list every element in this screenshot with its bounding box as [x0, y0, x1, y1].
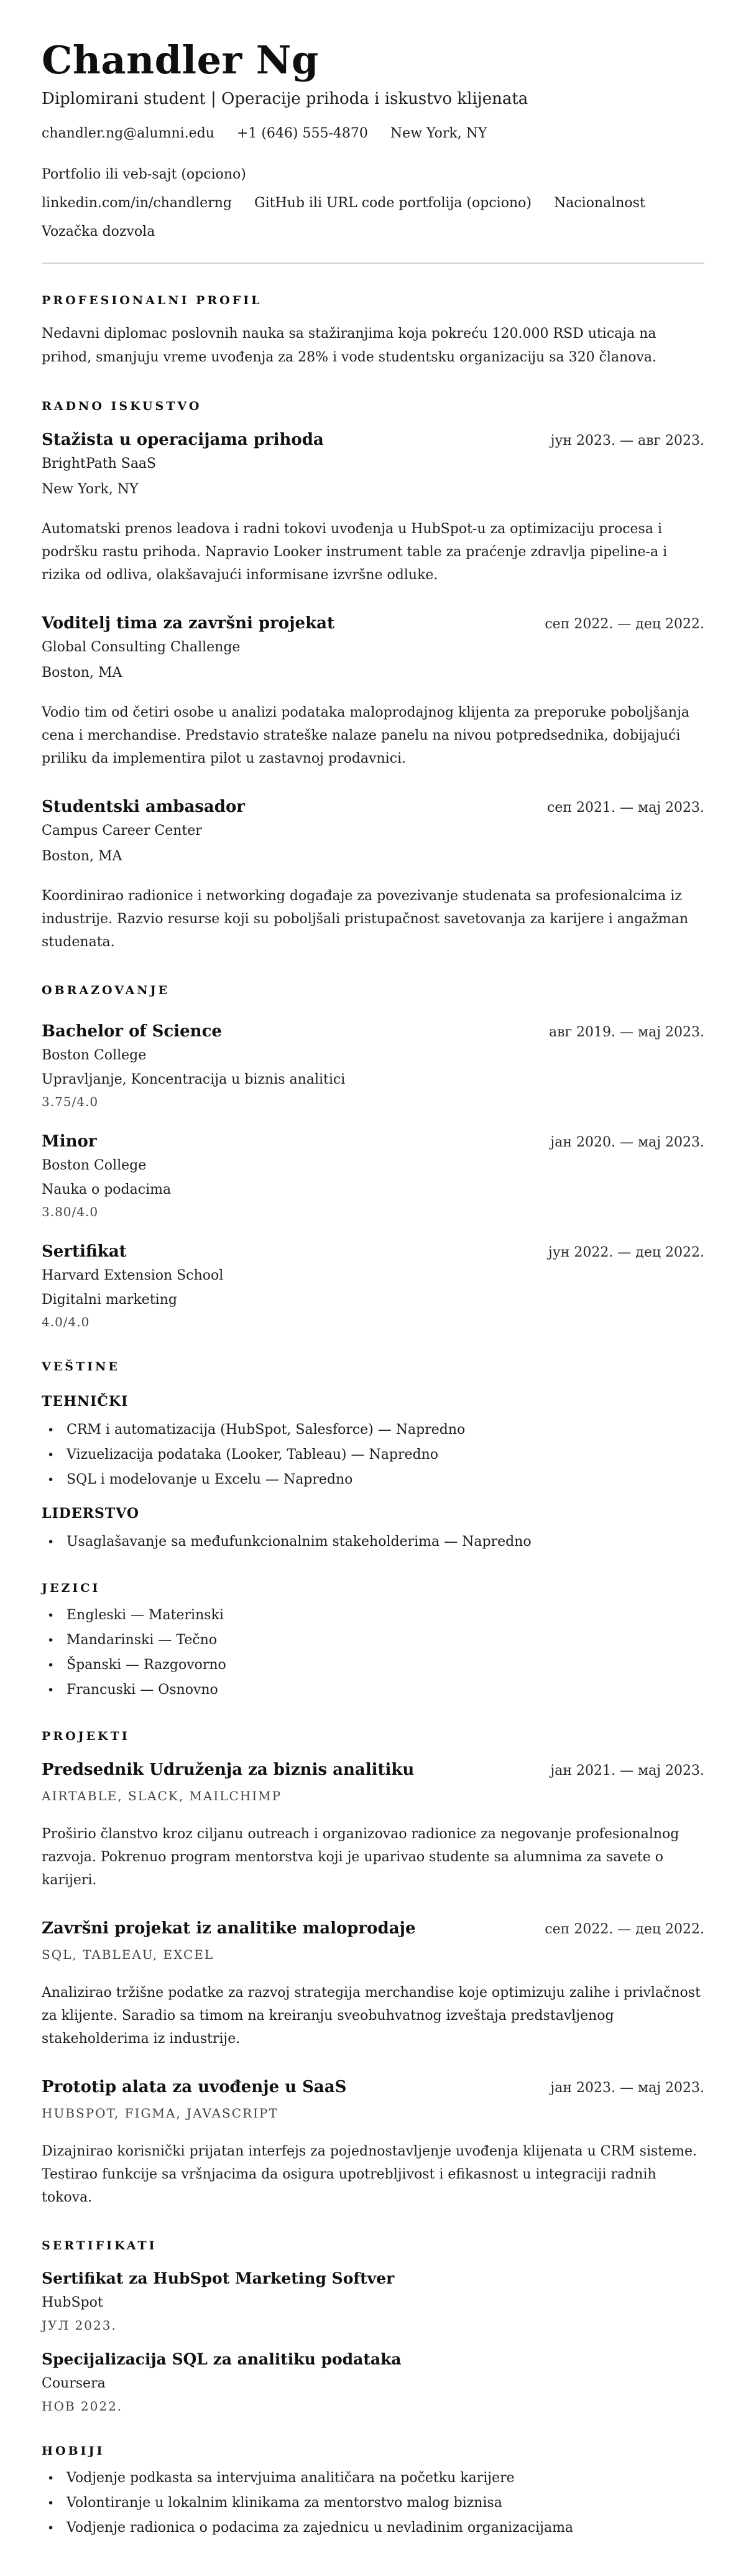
education-entry — [42, 1131, 704, 1220]
contact-nationality: Nacionalnost — [553, 195, 645, 211]
language-item: • Španski — Razgovorno — [42, 1656, 704, 1675]
job-location: New York, NY — [42, 481, 139, 497]
school-name: Harvard Extension School — [42, 1268, 224, 1283]
profile-heading: PROFESIONALNI PROFIL — [42, 294, 262, 307]
section-profile — [42, 292, 704, 370]
name-heading: Chandler Ng — [42, 37, 319, 83]
job-title: Voditelj tima za završni projekat — [42, 614, 334, 633]
gpa-value: 3.75/4.0 — [42, 1094, 99, 1109]
contact-row — [42, 194, 704, 213]
job-company: Campus Career Center — [42, 823, 202, 839]
degree-title: Bachelor of Science — [42, 1022, 222, 1041]
languages-heading: JEZICI — [42, 1581, 101, 1595]
language-item: • Mandarinski — Tečno — [42, 1631, 704, 1650]
project-description: Proširio članstvo kroz ciljanu outreach i organizovao radionice za negovanje profesionalnog razvoja. Pokrenuo program mentorstva koji je uparivao studente sa alumnima za savete o karijeri. — [42, 1826, 679, 1888]
skill-item: • Usaglašavanje sa međufunkcionalnim stakeholderima — Napredno — [42, 1533, 704, 1551]
certifications-heading: SERTIFIKATI — [42, 2239, 157, 2253]
project-title: Prototip alata za uvođenje u SaaS — [42, 2078, 347, 2096]
contact-linkedin: linkedin.com/in/chandlerng — [42, 195, 233, 211]
contact-phone: +1 (646) 555-4870 — [236, 126, 368, 141]
certification-date: ЈУЛ 2023. — [42, 2318, 117, 2333]
project-date: сеп 2022. — дец 2022. — [545, 1922, 704, 1937]
project-item — [42, 1918, 704, 2050]
certification-item — [42, 2350, 704, 2414]
job-item — [42, 613, 704, 770]
certification-date: НОВ 2022. — [42, 2399, 123, 2414]
degree-title: Minor — [42, 1132, 97, 1151]
project-tools: HUBSPOT, FIGMA, JAVASCRIPT — [42, 2106, 279, 2121]
skill-item: • SQL i modelovanje u Excelu — Napredno — [42, 1471, 704, 1489]
job-title: Stažista u operacijama prihoda — [42, 430, 324, 449]
technical-skills-list — [42, 1421, 704, 1489]
experience-heading: RADNO ISKUSTVO — [42, 399, 202, 413]
job-description: Automatski prenos leadova i radni tokovi uvođenja u HubSpot-u za optimizaciju procesa i podršku rastu prihoda. Napravio Looker instrument table za praćenje zdravlja pipeline-a i rizika od odliva, olakšavajući informisane izvršne odluke. — [42, 521, 668, 583]
certification-issuer: HubSpot — [42, 2295, 103, 2310]
certification-name: Sertifikat za HubSpot Marketing Softver — [42, 2269, 395, 2287]
leadership-skills-list — [42, 1533, 704, 1551]
section-languages — [42, 1580, 704, 1700]
hobby-item: • Volontiranje u lokalnim klinikama za mentorstvo malog biznisa — [42, 2494, 704, 2513]
job-item — [42, 796, 704, 954]
project-date: јан 2023. — мај 2023. — [550, 2080, 704, 2096]
field-of-study: Upravljanje, Koncentracija u biznis analitici — [42, 1072, 346, 1087]
certification-name: Specijalizacija SQL za analitiku podataka — [42, 2350, 402, 2368]
job-item — [42, 429, 704, 587]
education-date: јун 2022. — дец 2022. — [548, 1245, 704, 1260]
project-title: Predsednik Udruženja za biznis analitiku — [42, 1760, 415, 1779]
education-entry — [42, 1021, 704, 1110]
contact-block — [42, 124, 704, 241]
field-of-study: Digitalni marketing — [42, 1292, 177, 1308]
section-experience — [42, 398, 704, 954]
project-title: Završni projekat iz analitike maloprodaje — [42, 1919, 416, 1938]
section-education — [42, 982, 704, 1330]
gpa-value: 3.80/4.0 — [42, 1204, 99, 1219]
contact-location: New York, NY — [390, 126, 487, 141]
language-item: • Engleski — Materinski — [42, 1606, 704, 1625]
language-item: • Francuski — Osnovno — [42, 1681, 704, 1700]
certification-item — [42, 2269, 704, 2333]
contact-portfolio: Portfolio ili veb-sajt (opciono) — [42, 167, 246, 182]
field-of-study: Nauka o podacima — [42, 1182, 172, 1197]
hobbies-list — [42, 2469, 704, 2537]
hobby-item: • Vodjenje radionica o podacima za zajednicu u nevladinim organizacijama — [42, 2519, 704, 2537]
section-projects — [42, 1728, 704, 2209]
project-description: Analizirao tržišne podatke za razvoj strategija merchandise koje optimizuju zalihe i privlačnost za klijente. Saradio sa timom na kreiranju sveobuhvatnog izveštaja predstavljenog stakeholderima iz industrije. — [42, 1985, 701, 2047]
school-name: Boston College — [42, 1158, 147, 1173]
skills-group-label-leadership: LIDERSTVO — [42, 1505, 139, 1522]
contact-driving-license: Vozačka dozvola — [42, 224, 155, 239]
skills-group-label-technical: TEHNIČKI — [42, 1393, 129, 1410]
hobbies-heading: HOBIJI — [42, 2444, 105, 2458]
page-header — [42, 37, 704, 241]
contact-github: GitHub ili URL code portfolija (opciono) — [254, 195, 532, 211]
job-location: Boston, MA — [42, 665, 122, 681]
skills-heading: VEŠTINE — [42, 1360, 120, 1374]
education-entry — [42, 1241, 704, 1330]
contact-email: chandler.ng@alumni.edu — [42, 126, 214, 141]
job-description: Koordinirao radionice i networking događaje za povezivanje studenata sa profesionalcima iz industrije. Razvio resurse koji su poboljšali pristupačnost savetovanja za karijere i angažman studenata. — [42, 888, 689, 950]
hobby-item: • Vodjenje podkasta sa intervjuima analitičara na početku karijere — [42, 2469, 704, 2488]
section-certifications — [42, 2238, 704, 2414]
contact-row — [42, 124, 704, 184]
job-title: Studentski ambasador — [42, 797, 245, 816]
project-tools: AIRTABLE, SLACK, MAILCHIMP — [42, 1788, 282, 1803]
project-item — [42, 2076, 704, 2209]
gpa-value: 4.0/4.0 — [42, 1314, 90, 1329]
job-description: Vodio tim od četiri osobe u analizi podataka maloprodajnog klijenta za preporuke poboljšanja cena i merchandise. Predstavio strateške nalaze panelu na nivou potpredsednika, dobijajući priliku da implementira pilot u zastavnoj prodavnici. — [42, 705, 690, 766]
education-heading: OBRAZOVANJE — [42, 983, 170, 997]
contact-row — [42, 223, 704, 241]
tagline-text: Diplomirani student | Operacije prihoda i iskustvo klijenata — [42, 90, 528, 108]
projects-heading: PROJEKTI — [42, 1729, 130, 1743]
skill-item: • CRM i automatizacija (HubSpot, Salesforce) — Napredno — [42, 1421, 704, 1439]
education-date: авг 2019. — мај 2023. — [548, 1025, 704, 1040]
certification-issuer: Coursera — [42, 2376, 106, 2391]
job-company: BrightPath SaaS — [42, 456, 157, 472]
job-date: сеп 2021. — мај 2023. — [547, 800, 704, 816]
skill-item: • Vizuelizacija podataka (Looker, Tableau) — Napredno — [42, 1446, 704, 1464]
education-date: јан 2020. — мај 2023. — [550, 1135, 704, 1150]
project-description: Dizajnirao korisnički prijatan interfejs za pojednostavljenje uvođenja klijenata u CRM sisteme. Testirao funkcije sa vršnjacima da osigura upotrebljivost i efikasnost u integraciji radnih tokova. — [42, 2144, 698, 2205]
header-divider — [42, 263, 704, 264]
project-item — [42, 1759, 704, 1892]
languages-list — [42, 1606, 704, 1700]
school-name: Boston College — [42, 1048, 147, 1063]
job-date: јун 2023. — авг 2023. — [550, 433, 704, 449]
profile-text: Nedavni diplomac poslovnih nauka sa stažiranjima koja pokreću 120.000 RSD uticaja na prihod, smanjuju vreme uvođenja za 28% i vode studentsku organizaciju sa 320 članova. — [42, 326, 657, 365]
project-date: јан 2021. — мај 2023. — [550, 1763, 704, 1779]
job-date: сеп 2022. — дец 2022. — [545, 616, 704, 632]
section-skills — [42, 1359, 704, 1551]
job-company: Global Consulting Challenge — [42, 639, 241, 655]
project-tools: SQL, TABLEAU, EXCEL — [42, 1947, 214, 1962]
job-location: Boston, MA — [42, 849, 122, 864]
section-hobbies — [42, 2443, 704, 2537]
degree-title: Sertifikat — [42, 1242, 127, 1261]
